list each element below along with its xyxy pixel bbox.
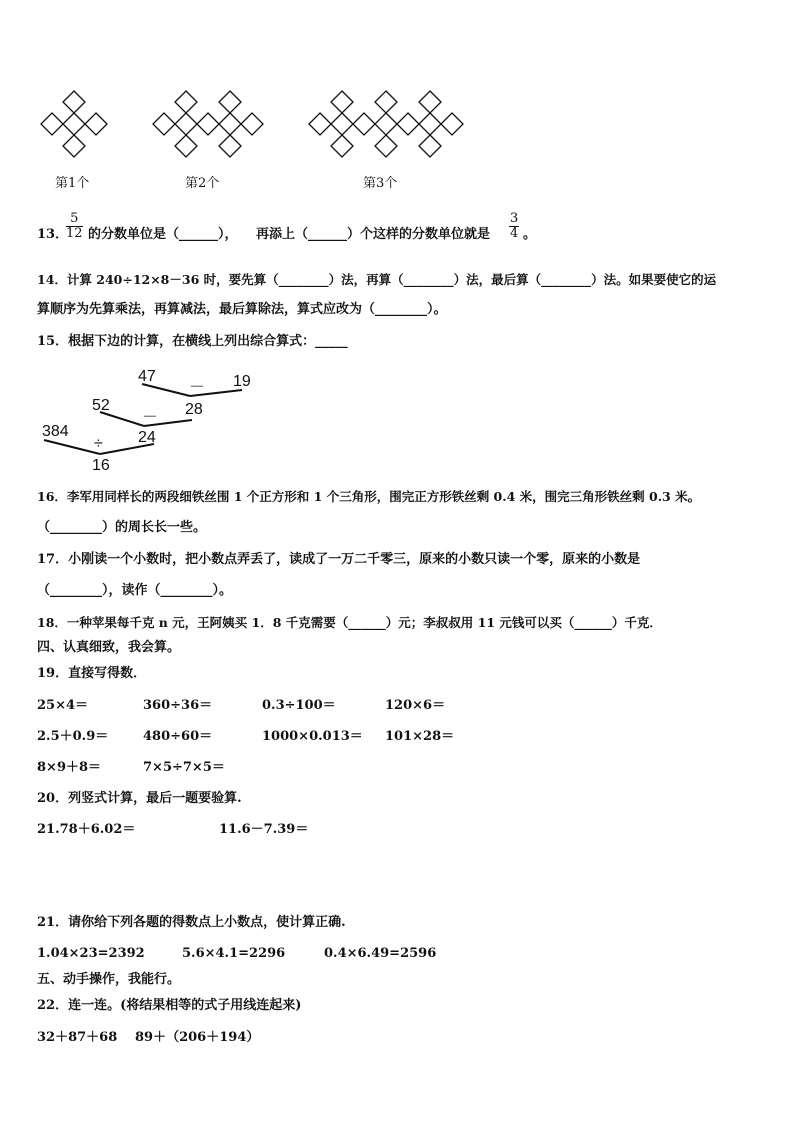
q18-text: 18．一种苹果每千克 n 元，王阿姨买 1．8 千克需要（______）元；李叔叔用 11 元钱可以买（______）千克．	[37, 615, 662, 630]
q16-line-2: （________）的周长长一些。	[37, 520, 207, 535]
diamond-shape	[175, 91, 197, 113]
q13-text-2: 再添上（______）个这样的分数单位就是	[256, 227, 491, 242]
diamond-shape	[63, 91, 85, 113]
q19-expression: 480÷60＝	[143, 729, 213, 744]
section-5-heading: 五、动手操作，我能行。	[37, 972, 181, 987]
q19-expression: 360÷36＝	[143, 698, 213, 713]
diamond-shape	[241, 113, 263, 135]
diamond-shape	[197, 113, 219, 135]
q21-expression: 1.04×23=2392	[37, 946, 145, 961]
diamond-shape	[219, 91, 241, 113]
q13-fraction-2-numerator: 3	[510, 211, 519, 226]
figure-caption-3: 第3个	[363, 176, 398, 191]
diamond-pattern-2	[153, 91, 263, 157]
q20-title: 20．列竖式计算，最后一题要验算.	[37, 791, 242, 806]
diamond-shape	[85, 113, 107, 135]
tree-number-24: 24	[138, 429, 156, 446]
q14-line-2: 算顺序为先算乘法，再算减法，最后算除法，算式应改为（________）。	[37, 302, 447, 317]
diamond-shape	[375, 91, 397, 113]
q19-expression: 25×4＝	[37, 698, 89, 713]
q21-expression: 0.4×6.49=2596	[324, 946, 437, 961]
diamond-shape	[331, 113, 353, 135]
q20-expression: 11.6－7.39＝	[219, 822, 309, 837]
q22-expression: 32＋87＋68	[37, 1030, 118, 1045]
diamond-shape	[419, 91, 441, 113]
diamond-shape	[331, 135, 353, 157]
q16-line-1: 16．李军用同样长的两段细铁丝围 1 个正方形和 1 个三角形，围完正方形铁丝剩 0.4 米，围完三角形铁丝剩 0.3 米。	[37, 489, 701, 504]
q13-fraction-2	[509, 212, 519, 241]
tree-number-52: 52	[92, 397, 110, 414]
q13-text-3: 。	[523, 227, 537, 242]
tree-number-384: 384	[42, 423, 69, 440]
diamond-shape	[63, 113, 85, 135]
q19-expression: 120×6＝	[385, 698, 446, 713]
tree-number-16: 16	[92, 457, 110, 474]
tree-number-19: 19	[233, 373, 251, 390]
diamond-pattern-3	[309, 91, 463, 157]
q13-fraction-1-denominator: 12	[66, 226, 83, 241]
diamond-shape	[397, 113, 419, 135]
diamond-pattern-1	[41, 91, 107, 157]
q20-expression: 21.78＋6.02＝	[37, 822, 136, 837]
diamond-shape	[153, 113, 175, 135]
tree-operator-minus-2: －	[142, 409, 159, 426]
q13-fraction-1	[66, 212, 83, 241]
q13-fraction-1-numerator: 5	[66, 212, 83, 227]
q19-expression: 7×5÷7×5＝	[143, 760, 225, 775]
diamond-shape	[309, 113, 331, 135]
section-4-heading: 四、认真细致，我会算。	[37, 640, 181, 655]
q15-text: 15．根据下边的计算，在横线上列出综合算式：_____	[37, 334, 348, 349]
diamond-shape	[353, 113, 375, 135]
q21-title: 21．请你给下列各题的得数点上小数点，使计算正确.	[37, 915, 346, 930]
q19-expression: 8×9＋8＝	[37, 760, 102, 775]
diamond-shape	[331, 91, 353, 113]
diamond-shape	[41, 113, 63, 135]
tree-number-47: 47	[138, 368, 156, 385]
diamond-shape	[63, 135, 85, 157]
q21-expression: 5.6×4.1=2296	[182, 946, 286, 961]
q17-line-2: （________），读作（________）。	[37, 583, 233, 598]
q14-line-1: 14．计算 240÷12×8－36 时，要先算（________）法，再算（________）法，最后算（________）法。如果要使它的运	[37, 272, 717, 287]
tree-operator-divide: ÷	[94, 435, 103, 452]
diamond-shape	[375, 113, 397, 135]
diamond-shape	[219, 135, 241, 157]
q17-line-1: 17．小刚读一个小数时，把小数点弄丢了，读成了一万二千零三，原来的小数只读一个零，原来的小数是	[37, 552, 641, 567]
diamond-pattern-figure	[0, 0, 794, 170]
tree-number-28: 28	[185, 401, 203, 418]
q13-number: 13．	[37, 227, 69, 242]
diamond-shape	[219, 113, 241, 135]
q19-expression: 101×28＝	[385, 729, 455, 744]
q13-text-1: 的分数单位是（______），	[88, 227, 238, 242]
diamond-shape	[419, 135, 441, 157]
q22-title: 22．连一连。(将结果相等的式子用线连起来)	[37, 998, 302, 1013]
q13-fraction-2-denominator: 4	[510, 226, 519, 241]
calculation-tree-diagram	[30, 360, 290, 480]
diamond-shape	[419, 113, 441, 135]
tree-operator-minus-1: －	[189, 379, 206, 396]
diamond-shape	[375, 135, 397, 157]
diamond-shape	[175, 135, 197, 157]
diamond-shape	[441, 113, 463, 135]
q19-expression: 2.5＋0.9＝	[37, 729, 109, 744]
figure-caption-2: 第2个	[185, 176, 220, 191]
q19-expression: 1000×0.013＝	[262, 729, 363, 744]
figure-caption-1: 第1个	[55, 176, 90, 191]
q19-title: 19．直接写得数．	[37, 666, 147, 681]
q19-expression: 0.3÷100＝	[262, 698, 336, 713]
diamond-shape	[175, 113, 197, 135]
q22-expression: 89＋（206＋194）	[135, 1030, 260, 1045]
